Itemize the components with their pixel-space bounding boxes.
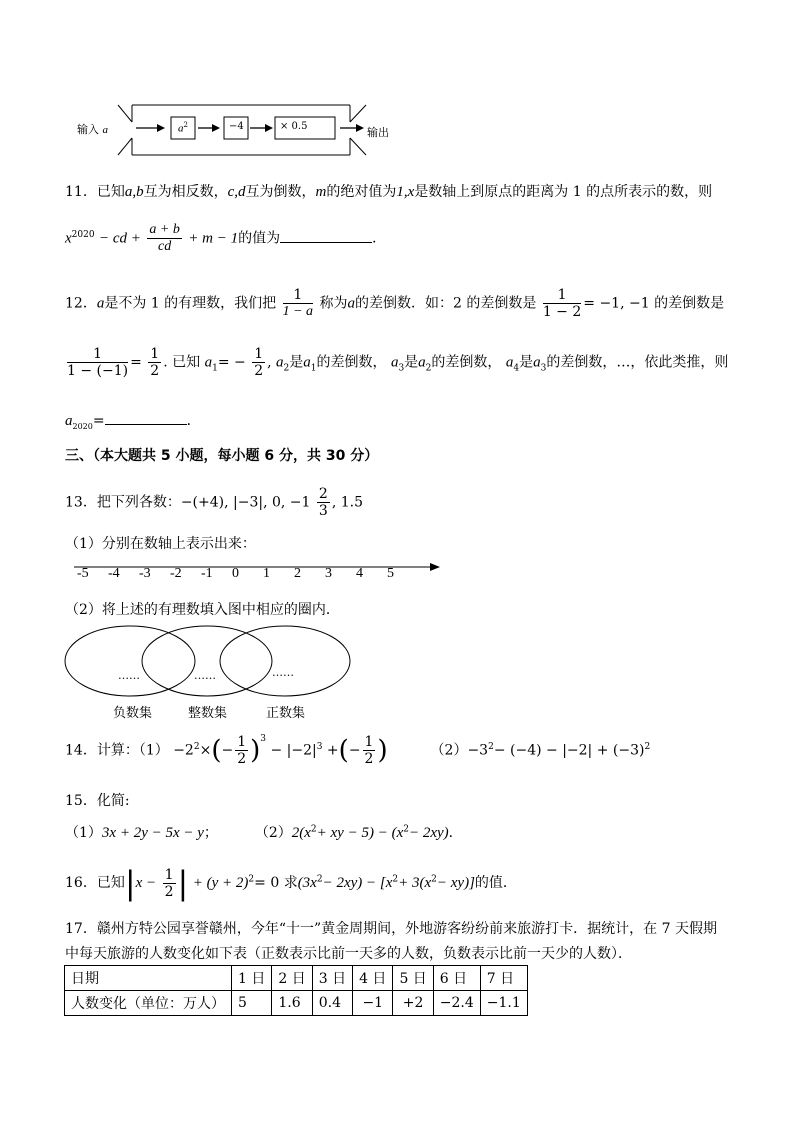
section3-heading: 三、（本大题共 5 小题，每小题 6 分，共 30 分）: [65, 448, 379, 464]
table-cell: 3 日: [312, 966, 352, 991]
tick-label: -4: [108, 566, 120, 581]
q12-line3: $a_{2020}=$ ．: [65, 410, 201, 431]
q15-heading: 15．化简:: [65, 793, 130, 809]
tick-label: 1: [263, 566, 270, 581]
q14-line: 14．计算：$(1) -2^2\times(-$ $\frac{1}{2}$ )$^3 - |-2|^3$ +(− $\frac{1}{2}$ ) $(2)-3^2- (-4) - |-2| + (-3)^2$: [65, 734, 651, 767]
table-cell: −1: [353, 991, 393, 1016]
q13-part2: （2）将上述的有理数填入图中相应的圈内．: [65, 602, 340, 618]
flow-step-minus4: −4: [229, 121, 244, 132]
table-cell: 1 日: [232, 966, 272, 991]
q12-answer-blank[interactable]: [105, 410, 187, 425]
tick-label: 0: [232, 566, 239, 581]
table-row: [65, 966, 528, 991]
table-cell: 日期: [65, 966, 232, 991]
tick-label: -3: [139, 566, 151, 581]
flow-output-label: 输出: [367, 126, 389, 139]
q11-line1: 11．已知a,b互为相反数，c,d互为倒数，m的绝对值为1,x是数轴上到原点的距离为 1 的点所表示的数，则: [65, 184, 713, 200]
venn-dots-negative: ……: [118, 669, 140, 682]
table-cell: 4 日: [353, 966, 393, 991]
venn-dots-positive: ……: [272, 666, 294, 679]
venn-label-positive: 正数集: [266, 706, 306, 721]
table-cell: 7 日: [480, 966, 527, 991]
table-cell: 6 日: [433, 966, 480, 991]
q17-line2: 中每天旅游的人数变化如下表（正数表示比前一天多的人数，负数表示比前一天少的人数）．: [65, 946, 632, 962]
q11-line2: $x^{2020}$ − cd + $\frac{a + b}{cd}$ + m − 1的值为 ．: [65, 222, 387, 254]
q12-line1: 12．a是不为 1 的有理数，我们把 $\frac{1}{1 - a}$ 称为a的差倒数．如：2 的差倒数是 $\frac{1}{1 - 2}$ = −1, −1 的差倒数是: [65, 287, 725, 320]
table-cell: −1.1: [480, 991, 527, 1016]
q13-part1: （1）分别在数轴上表示出来：: [65, 536, 256, 552]
tick-label: 2: [294, 566, 301, 581]
q11-answer-blank[interactable]: [280, 228, 372, 243]
table-cell: 5: [232, 991, 272, 1016]
venn-diagram: [64, 625, 356, 700]
q17-table: [64, 965, 528, 1016]
table-cell: 1.6: [272, 991, 312, 1016]
table-cell: −2.4: [433, 991, 480, 1016]
venn-label-negative: 负数集: [113, 706, 153, 721]
q17-line1: 17．赣州方特公园享誉赣州，今年“十一”黄金周期间，外地游客纷纷前来旅游打卡．据统计，在 7 天假期: [65, 921, 717, 937]
tick-label: 5: [387, 566, 394, 581]
table-cell: 2 日: [272, 966, 312, 991]
tick-label: -2: [170, 566, 182, 581]
q12-line2: $\frac{1}{1 - (-1)}$ = $\frac{1}{2}$ . 已知 $a_1=$ − $\frac{1}{2}$ , $a_2$是$a_1$的差倒数， $a_3$是$a_2$的差倒数， $a_4$是$a_3$的差倒数，…，依此类推，则: [67, 346, 729, 379]
table-row: [65, 991, 528, 1016]
tick-label: -5: [77, 566, 89, 581]
venn-dots-integer: ……: [194, 669, 216, 682]
venn-label-integer: 整数集: [188, 706, 228, 721]
tick-label: 4: [356, 566, 363, 581]
flow-step-square: $a^2$: [178, 121, 188, 135]
tick-label: 3: [325, 566, 332, 581]
flow-input-label: 输入 a: [77, 123, 108, 136]
tick-label: -1: [201, 566, 213, 581]
flow-step-half: × 0.5: [280, 121, 308, 132]
q15-line: （1）3x + 2y − 5x − y； $(2)2(x^2+$ xy − $5) - (x^2- 2xy)$．: [65, 824, 463, 841]
q13-line1: 13．把下列各数：−(+4), |−3|, 0, −1 $\frac{2}{3}$ , 1.5: [65, 486, 363, 519]
table-cell: 0.4: [312, 991, 352, 1016]
table-cell: +2: [393, 991, 433, 1016]
table-cell: 5 日: [393, 966, 433, 991]
table-cell: 人数变化（单位：万人）: [65, 991, 232, 1016]
q11-fraction: $\frac{a + b}{cd}$: [149, 222, 180, 254]
q16-line: 16．已知|x − $\frac{1}{2}$ | + $(y + 2)^2= 0$ 求$(3x^2- 2xy) - [x^2+ 3(x^2- xy)]$的值．: [65, 864, 517, 902]
